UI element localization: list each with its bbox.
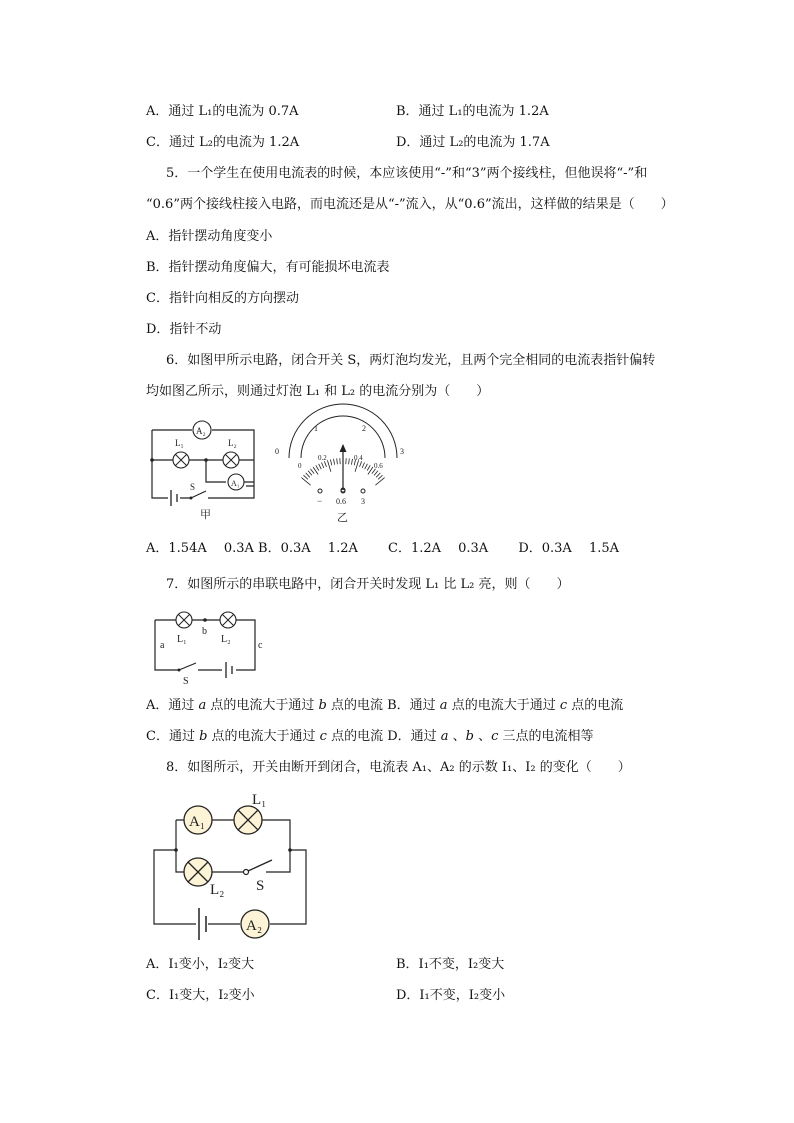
dial-tick [376,473,380,477]
switch-s-icon [190,491,209,502]
dial-tick [367,465,370,470]
q6-options: A．1.54A 0.3A B．0.3A 1.2A C．1.2A 0.3A D．0.3A 1.5A [146,541,620,556]
dial-tick [375,478,384,486]
terminal-06: 0.6 [336,497,346,506]
dial-needle-icon [340,444,347,492]
q7-point-c-label: c [258,640,263,651]
dial-tick [334,459,335,465]
q8-stem: 8．如图所示，开关由断开到闭合，电流表 A₁、A₂ 的示数 I₁、I₂ 的变化（ ） [166,760,631,775]
lamp-l1-icon [234,806,262,834]
dial-tick [322,463,324,469]
dial-tick [327,460,331,472]
q8-lamp-l1-label: L₁ [252,792,267,808]
dial-top-3: 3 [400,447,404,456]
q6-stem-line2: 均如图乙所示，则通过灯泡 L₁ 和 L₂ 的电流分别为（ ） [146,384,490,399]
terminal-minus: − [317,496,323,506]
lamp-l1-icon [176,612,192,628]
dial-tick [301,478,310,486]
q6-stem-line1: 6．如图甲所示电路，闭合开关 S，两灯泡均发光，且两个完全相同的电流表指针偏转 [166,353,656,368]
terminal-3: 3 [361,497,365,506]
ammeter-a1-label: A₁ [231,479,240,488]
lamp-l2-icon [184,858,212,886]
dial-bottom-04: 0.4 [354,454,363,462]
q7-options-cd: C．通过 𝑏 点的电流大于通过 𝑐 点的电流 D．通过 𝑎 、𝑏 、𝑐 三点的电流相等 [146,729,594,744]
dial-tick [362,463,364,469]
q8-circuit-diagram [148,790,318,945]
dial-tick [365,464,368,469]
lamp-l1-label: L₁ [175,438,184,448]
q5-stem-line2: “0.6”两个接线柱接入电路，而电流还是从“-”流入，从“0.6”流出，这样做的结果是（ ） [146,197,674,212]
battery-icon [196,908,208,940]
q4-option-c: C．通过 L₂的电流为 1.2A [146,135,300,150]
dial-tick [330,460,331,466]
lamp-l2-icon [223,452,239,468]
dial-tick [304,475,308,479]
q8-lamp-l2-label: L₂ [210,882,225,898]
q8-option-b: B．I₁不变，I₂变大 [396,957,505,972]
q5-option-b: B．指针摆动角度偏大，有可能损坏电流表 [146,260,390,275]
q8-switch-s-label: S [256,878,265,894]
q8-ammeter-a2-label: A₂ [246,918,263,934]
q7-point-b-label: b [202,626,207,637]
q7-stem: 7．如图所示的串联电路中，闭合开关时发现 L₁ 比 L₂ 亮，则（ ） [166,577,570,592]
dial-tick [311,469,315,474]
q5-option-c: C．指针向相反的方向摆动 [146,291,299,306]
dial-tick [360,461,362,467]
q7-point-a-label: a [160,640,165,651]
dial-tick [355,460,359,472]
q7-options-ab: A．通过 𝑎 点的电流大于通过 𝑏 点的电流 B．通过 𝑎 点的电流大于通过 𝑐 点的电流 [146,698,624,713]
q8-option-d: D．I₁不变，I₂变小 [396,988,506,1003]
q5-stem-line1: 5．一个学生在使用电流表的时候，本应该使用“-”和“3”两个接线柱，但他误将“-”和 [166,166,648,181]
dial-bottom-02: 0.2 [318,454,327,462]
lamp-l2-icon [220,612,236,628]
q5-option-d: D．指针不动 [146,322,222,337]
battery-icon [168,490,180,506]
q8-option-c: C．I₁变大，I₂变小 [146,988,255,1003]
q5-option-a: A．指针摆动角度变小 [146,229,273,244]
dial-tick [351,459,352,465]
q4-option-a: A．通过 L₁的电流为 0.7A [146,104,299,119]
q8-option-a: A．I₁变小，I₂变大 [146,957,255,972]
q7-series-circuit-diagram [150,606,270,686]
battery-icon [222,662,236,678]
dial-tick [316,465,319,470]
q6-circuit-diagram-jia [148,418,278,528]
ammeter-a2-label: A₂ [196,426,206,436]
q7-switch-s-label: S [183,676,189,687]
dial-tick [324,461,326,467]
ammeter-a1-icon [228,474,244,490]
dial-tick [319,464,322,469]
dial-bottom-06: 0.6 [374,462,383,470]
lamp-l2-label: L₂ [228,438,237,448]
dial-tick [349,458,350,464]
q7-lamp-l2-label: L₂ [221,634,231,645]
dial-tick [337,458,338,464]
lamp-l1-icon [173,452,189,468]
dial-tick [306,473,310,477]
q4-option-d: D．通过 L₂的电流为 1.7A [396,135,550,150]
dial-bottom-0: 0 [298,462,302,470]
dial-tick [374,471,378,476]
q7-lamp-l1-label: L₁ [177,634,187,645]
figure-jia-caption: 甲 [200,509,211,521]
dial-top-0: 0 [275,447,279,456]
dial-tick [308,471,312,476]
q4-option-b: B．通过 L₁的电流为 1.2A [396,104,549,119]
dial-top-1: 1 [314,424,318,433]
switch-s-icon [178,663,197,672]
switch-s-label: S [190,482,196,492]
q8-ammeter-a1-label: A₁ [189,814,206,830]
dial-tick [378,475,382,479]
figure-yi-caption: 乙 [337,512,348,524]
ammeter-a2-icon [193,421,211,439]
dial-top-2: 2 [362,424,366,433]
q6-ammeter-dial-yi [272,418,412,528]
